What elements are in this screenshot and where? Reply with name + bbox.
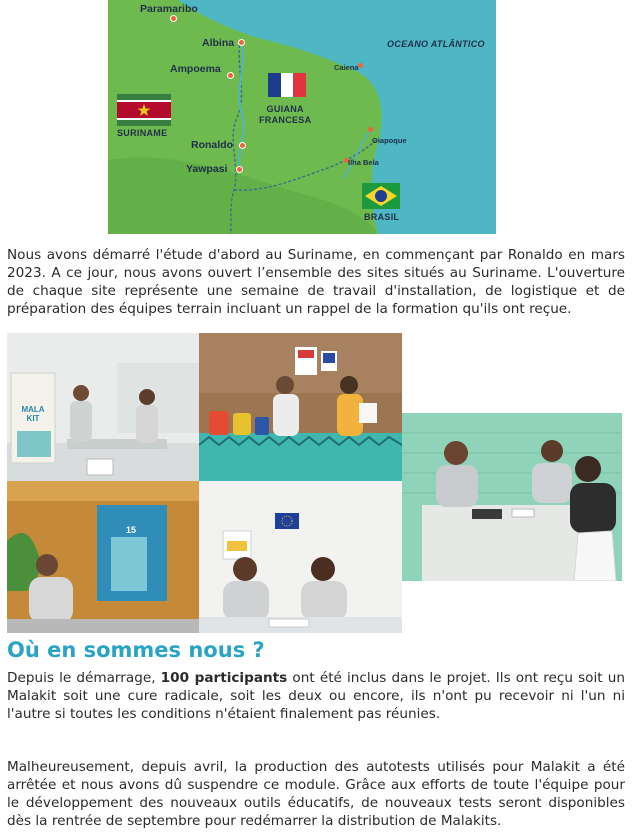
- section-heading: Où en sommes nous ?: [7, 638, 265, 662]
- oiapoque-label: Oiapoque: [372, 136, 407, 145]
- photo-team-at-counter: [199, 333, 402, 481]
- oiapoque-marker: [368, 127, 373, 132]
- photo-team-with-eu-flag: [199, 481, 402, 633]
- ilha-bela-label: Ilha Bela: [348, 158, 379, 167]
- photo-team-with-malakit-poster: [7, 333, 199, 481]
- autotests-paragraph: Malheureusement, depuis avril, la production des autotests utilisés pour Malakit a été arrêtée et nous avons dû suspendre ce module. Grâce aux efforts de toute l'équipe pour le développement des nouveaux outils éducatifs, de nouveaux tests seront disponibles dès la rentrée de septembre pour redémarrer la distribution de Malakits.: [7, 759, 625, 829]
- brazil-flag: [362, 183, 400, 209]
- france-flag: [268, 73, 306, 97]
- participants-count: 100 participants: [160, 670, 288, 686]
- intro-paragraph: Nous avons démarré l'étude d'abord au Suriname, en commençant par Ronaldo en mars 2023. A ce jour, nous avons ouvert l’ensemble des sites situés au Suriname. L'ouverture de chaque site représente une semaine de travail d'installation, de logistique et de préparation des équipes terrain incluant un rappel de la formation qu'ils ont reçue.: [7, 247, 625, 317]
- brasil-label: BRASIL: [364, 212, 400, 222]
- yawpasi-marker: [236, 166, 243, 173]
- ampoema-label: Ampoema: [170, 63, 221, 75]
- paramaribo-label: Paramaribo: [140, 3, 198, 15]
- participants-text-start: Depuis le démarrage,: [7, 670, 161, 686]
- paramaribo-marker: [170, 15, 177, 22]
- participants-paragraph: [7, 669, 625, 723]
- guiana-label-line1: GUIANA: [266, 104, 304, 114]
- door-sign-number: 15: [125, 525, 136, 535]
- albina-marker: [238, 39, 245, 46]
- ronaldo-label: Ronaldo: [191, 139, 233, 151]
- malakit-poster-label: MALA KIT: [21, 405, 45, 423]
- suriname-flag: [117, 94, 171, 126]
- ronaldo-marker: [239, 142, 246, 149]
- albina-label: Albina: [202, 37, 235, 49]
- ocean-label: OCEANO ATLÂNTICO: [387, 39, 485, 49]
- ampoema-marker: [227, 72, 234, 79]
- yawpasi-label: Yawpasi: [186, 163, 228, 175]
- photo-team-outdoor-table: [402, 413, 622, 581]
- guiana-francesa-label: [259, 104, 311, 126]
- suriname-label: SURINAME: [117, 128, 168, 138]
- guiana-label-line2: FRANCESA: [259, 115, 312, 125]
- caiena-label: Caiena: [334, 63, 359, 72]
- guiana-region-map: [108, 0, 496, 234]
- participants-text-end: ont été inclus dans le projet. Ils ont reçu soit un Malakit soit une cure radicale, soit les deux ou encore, ils n'ont pu recevoir ni l'un ni l'autre si toutes les conditions n'étaient finalement pas réunies.: [7, 670, 625, 722]
- photo-team-holding-sign: [7, 481, 199, 633]
